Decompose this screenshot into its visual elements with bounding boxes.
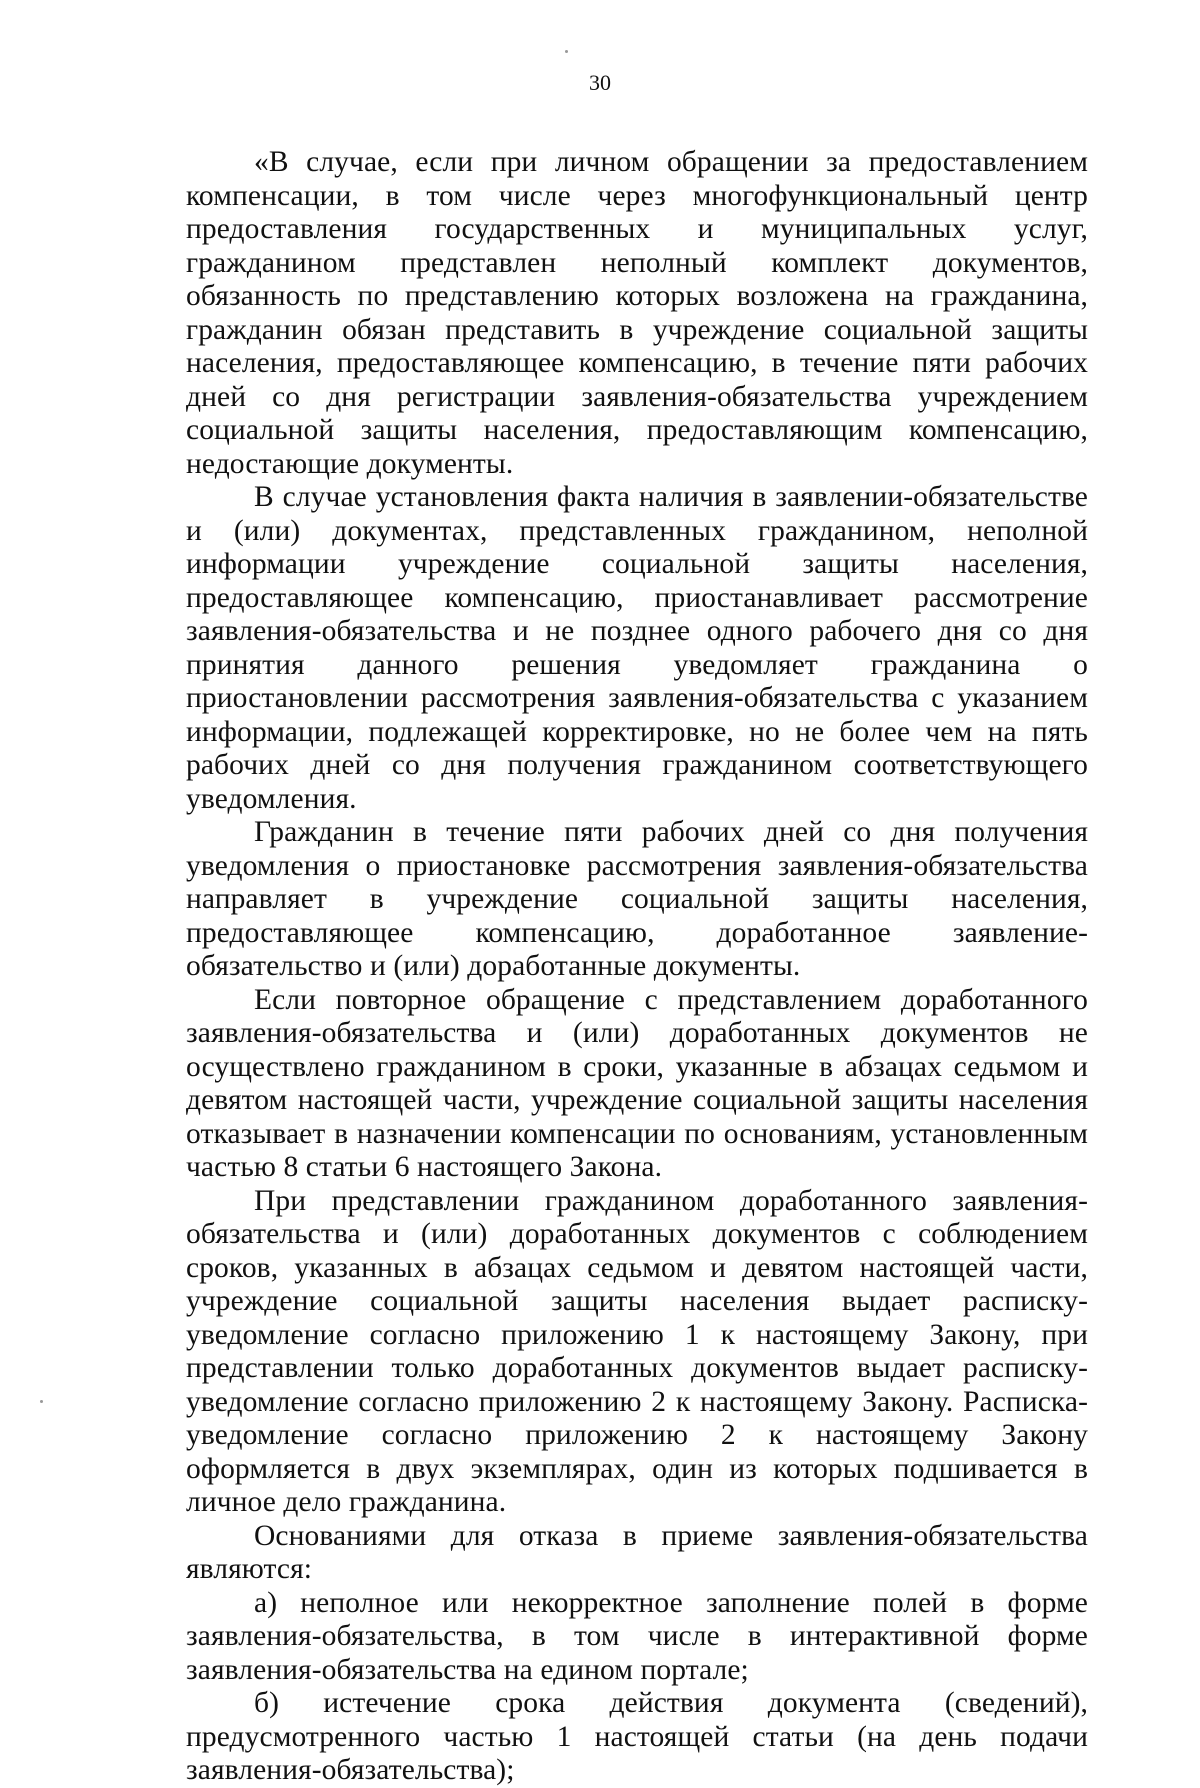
paragraph-1: «В случае, если при личном обращении за предоставлением компенсации, в том числе через многофункциональный центр предоставления государственных и муниципальных услуг, гражданином представлен неполный комплект документов, обязанность по представлению которых возложена на гражданина, гражданин обязан представить в учреждение социальной защиты населения, предоставляющее компенсацию, в течение пяти рабочих дней со дня регистрации заявления-обязательства учреждением социальной защиты населения, предоставляющим компенсацию, недостающие документы.: [186, 146, 1088, 480]
scan-artifact-dot: [565, 50, 568, 53]
paragraph-3: Гражданин в течение пяти рабочих дней со дня получения уведомления о приостановке рассмотрения заявления-обязательства направляет в учреждение социальной защиты населения, предоставляющее компенсацию, доработанное заявление-обязательство и (или) доработанные документы.: [186, 816, 1088, 982]
list-item-a: а) неполное или некорректное заполнение полей в форме заявления-обязательства, в том числе в интерактивной форме заявления-обязательства на едином портале;: [186, 1586, 1088, 1686]
paragraph-2: В случае установления факта наличия в заявлении-обязательстве и (или) документах, представленных гражданином, неполной информации учреждение социальной защиты населения, предоставляющее компенсацию, приостанавливает рассмотрение заявления-обязательства и не позднее одного рабочего дня со дня принятия данного решения уведомляет гражданина о приостановлении рассмотрения заявления-обязательства с указанием информации, подлежащей корректировке, но не более чем на пять рабочих дней со дня получения гражданином соответствующего уведомления.: [186, 481, 1088, 815]
document-body: [186, 146, 1088, 1788]
list-item-b: б) истечение срока действия документа (сведений), предусмотренного частью 1 настоящей статьи (на день подачи заявления-обязательства);: [186, 1687, 1088, 1786]
scan-artifact-dot: [40, 1400, 43, 1403]
paragraph-4: Если повторное обращение с представлением доработанного заявления-обязательства и (или) доработанных документов не осуществлено гражданином в сроки, указанные в абзацах седьмом и девятом настоящей части, учреждение социальной защиты населения отказывает в назначении компенсации по основаниям, установленным частью 8 статьи 6 настоящего Закона.: [186, 983, 1088, 1183]
page-number: 30: [589, 70, 611, 95]
paragraph-6: Основаниями для отказа в приеме заявления-обязательства являются:: [186, 1519, 1088, 1585]
paragraph-5: При представлении гражданином доработанного заявления-обязательства и (или) доработанных документов с соблюдением сроков, указанных в абзацах седьмом и девятом настоящей части, учреждение социальной защиты населения выдает расписку-уведомление согласно приложению 1 к настоящему Закону, при представлении только доработанных документов выдает расписку-уведомление согласно приложению 2 к настоящему Закону. Расписка-уведомление согласно приложению 2 к настоящему Закону оформляется в двух экземплярах, один из которых подшивается в личное дело гражданина.: [186, 1184, 1088, 1518]
